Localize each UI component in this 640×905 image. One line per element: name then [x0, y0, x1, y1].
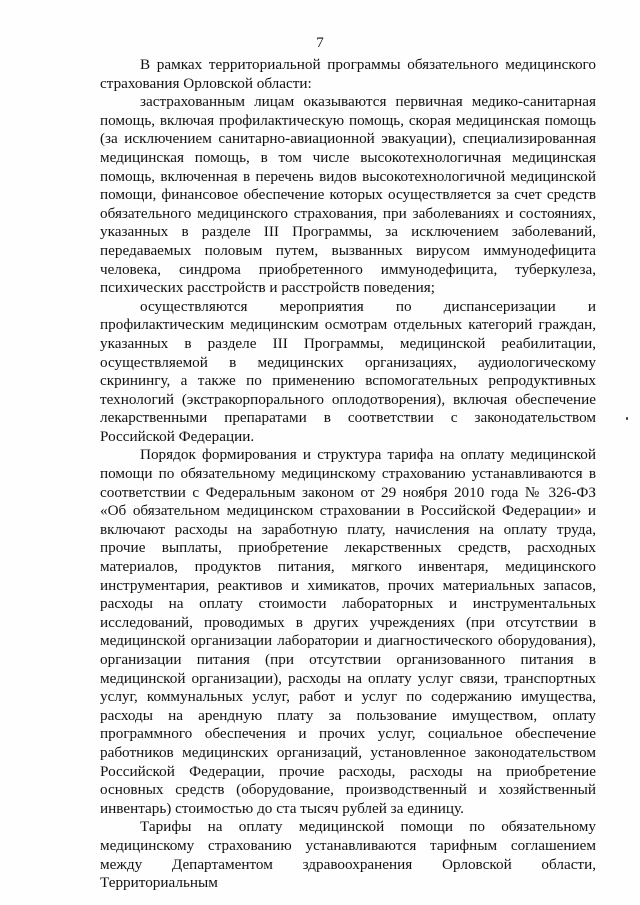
scan-speck	[626, 417, 628, 420]
document-body	[100, 56, 596, 893]
paragraph-insured-persons: застрахованным лицам оказываются первичная медико-санитарная помощь, включая профилактическую помощь, скорая медицинская помощь (за исключением санитарно-авиационной эвакуации), специализированная медицинская помощь, в том числе высокотехнологичная медицинская помощь, включенная в перечень видов высокотехнологичной медицинской помощи, финансовое обеспечение которых осуществляется за счет средств обязательного медицинского страхования, при заболеваниях и состояниях, указанных в разделе III Программы, за исключением заболеваний, передаваемых половым путем, вызванных вирусом иммунодефицита человека, синдрома приобретенного иммунодефицита, туберкулеза, психических расстройств и расстройств поведения;	[100, 93, 596, 297]
paragraph-dispensarization: осуществляются мероприятия по диспансеризации и профилактическим медицинским осмотрам отдельных категорий граждан, указанных в разделе III Программы, медицинской реабилитации, осуществляемой в медицинских организациях, аудиологическому скринингу, а также по применению вспомогательных репродуктивных технологий (экстракорпорального оплодотворения), включая обеспечение лекарственными препаратами в соответствии с законодательством Российской Федерации.	[100, 297, 596, 445]
paragraph-tariff-structure: Порядок формирования и структура тарифа на оплату медицинской помощи по обязательному медицинскому страхованию устанавливаются в соответствии с Федеральным законом от 29 ноября 2010 года № 326-ФЗ «Об обязательном медицинском страховании в Российской Федерации» и включают расходы на заработную плату, начисления на оплату труда, прочие выплаты, приобретение лекарственных средств, расходных материалов, продуктов питания, мягкого инвентаря, медицинского инструментария, реактивов и химикатов, прочих материальных запасов, расходы на оплату стоимости лабораторных и инструментальных исследований, проводимых в других учреждениях (при отсутствии в медицинской организации лаборатории и диагностического оборудования), организации питания (при отсутствии организованного питания в медицинской организации), расходы на оплату услуг связи, транспортных услуг, коммунальных услуг, работ и услуг по содержанию имущества, расходы на арендную плату за пользование имуществом, оплату программного обеспечения и прочих услуг, социальное обеспечение работников медицинских организаций, установленное законодательством Российской Федерации, прочие расходы, расходы на приобретение основных средств (оборудование, производственный и хозяйственный инвентарь) стоимостью до ста тысяч рублей за единицу.	[100, 446, 596, 817]
paragraph-program-intro: В рамках территориальной программы обязательного медицинского страхования Орловской области:	[100, 56, 596, 92]
page-number: 7	[316, 35, 324, 51]
paragraph-tariffs-agreement: Тарифы на оплату медицинской помощи по обязательному медицинскому страхованию устанавливаются тарифным соглашением между Департаментом здравоохранения Орловской области, Территориальным	[100, 818, 596, 892]
